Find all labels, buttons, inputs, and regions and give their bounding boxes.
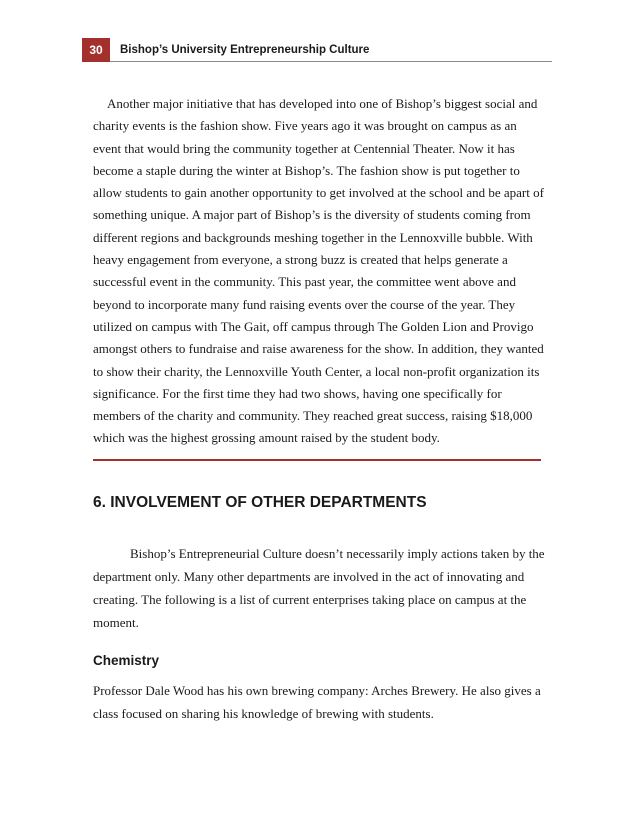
page-number: 30 [82, 38, 110, 62]
paragraph-fashion-show: Another major initiative that has developed into one of Bishop’s biggest social and charity events is the fashion show. Five years ago it was brought on campus as an event that would bring the community together at Centennial Theater. Now it has become a staple during the winter at Bishop’s. The fashion show is put together to allow students to gain another opportunity to get involved at the school and be apart of something unique. A major part of Bishop’s is the diversity of students coming from different regions and backgrounds meshing together in the Lennoxville bubble. With heavy engagement from everyone, a strong buzz is created that helps generate a successful event in the community. This past year, the committee went above and beyond to incorporate many fund raising events over the course of the year. They utilized on campus with The Gait, off campus through The Golden Lion and Provigo amongst others to fundraise and raise awareness for the show. In addition, they wanted to show their charity, the Lennoxville Youth Center, a local non-profit organization its significance. For the first time they had two shows, having one specifically for members of the charity and community. They reached great success, raising $18,000 which was the highest grossing amount raised by the student body. [93, 96, 544, 446]
section-heading: 6. INVOLVEMENT OF OTHER DEPARTMENTS [93, 494, 427, 511]
paragraph-departments: Bishop’s Entrepreneurial Culture doesn’t necessarily imply actions taken by the department only. Many other departments are involved in the act of innovating and creating. The following is a list of current enterprises taking place on campus at the moment. [93, 546, 545, 630]
header-title: Bishop’s University Entrepreneurship Culture [120, 44, 370, 56]
page-header [82, 38, 552, 62]
section-divider [93, 459, 541, 461]
header-rule [110, 61, 552, 62]
subheading-chemistry: Chemistry [93, 653, 160, 668]
paragraph-chemistry: Professor Dale Wood has his own brewing company: Arches Brewery. He also gives a class focused on sharing his knowledge of brewing with students. [93, 683, 541, 721]
